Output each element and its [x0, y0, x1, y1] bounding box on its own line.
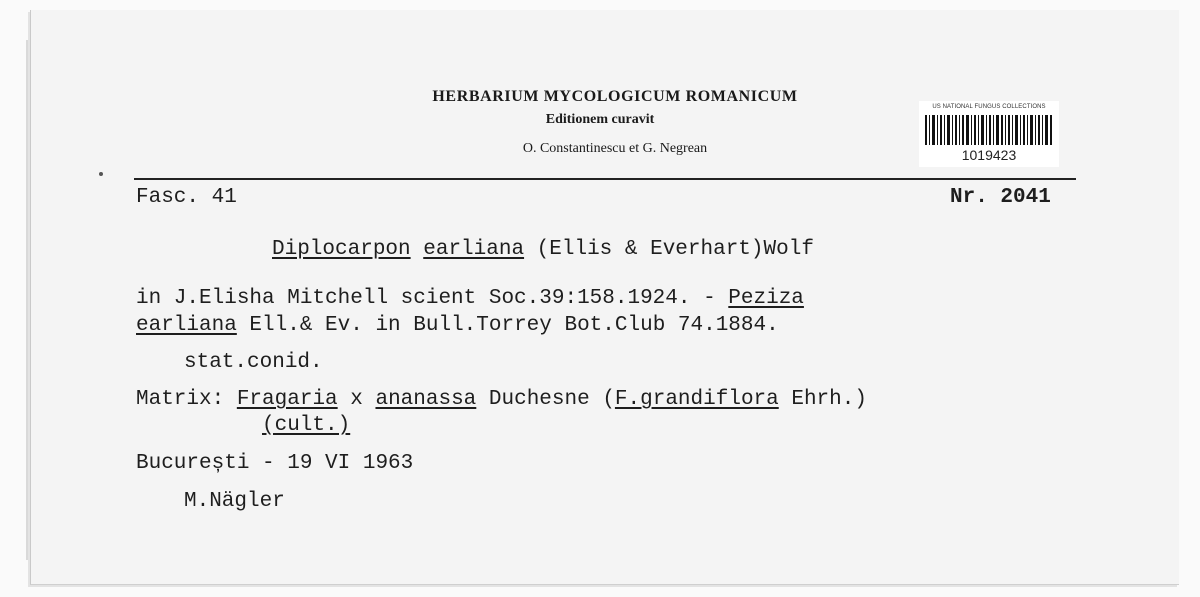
- cultivated-note: [262, 414, 350, 437]
- herbarium-title: HERBARIUM MYCOLOGICUM ROMANICUM: [432, 88, 798, 105]
- editionem-line: Editionem curavit: [545, 112, 655, 127]
- host-synonym: F.grandiflora: [614, 388, 779, 411]
- basionym-epithet: earliana: [136, 314, 237, 337]
- citation-line-1: [136, 287, 804, 310]
- barcode-institution-label: US NATIONAL FUNGUS COLLECTIONS: [932, 104, 1046, 110]
- host-epithet: ananassa: [375, 388, 477, 411]
- matrix-prefix: Matrix:: [136, 388, 237, 411]
- barcode-sticker: [919, 101, 1059, 167]
- citation-text: in J.Elisha Mitchell scient Soc.39:158.1924. -: [136, 287, 729, 310]
- hybrid-sign: x: [337, 388, 376, 411]
- citation-line-2: [136, 314, 779, 337]
- matrix-line: [136, 388, 867, 411]
- specimen-number: Nr. 2041: [950, 186, 1051, 209]
- barcode-number: 1019423: [961, 147, 1017, 163]
- species-authority: (Ellis & Everhart)Wolf: [536, 238, 814, 261]
- barcode-bars-icon: [919, 113, 1059, 147]
- host-genus: Fragaria: [236, 388, 338, 411]
- editors-line: O. Constantinescu et G. Negrean: [522, 141, 708, 156]
- basionym-genus: Peziza: [728, 287, 804, 310]
- locality-date: București - 19 VI 1963: [136, 452, 414, 475]
- ink-speck: [99, 172, 103, 176]
- state-note: stat.conid.: [184, 351, 323, 374]
- collector-name: M.Nägler: [184, 490, 285, 513]
- cultivated-text: (cult.): [262, 414, 351, 437]
- species-epithet: earliana: [423, 238, 525, 261]
- genus-name: Diplocarpon: [272, 238, 411, 261]
- header-divider: [134, 178, 1076, 180]
- fascicle-number: Fasc. 41: [136, 186, 237, 209]
- species-name-line: [272, 238, 814, 261]
- citation-rest: Ell.& Ev. in Bull.Torrey Bot.Club 74.1884.: [236, 314, 779, 337]
- host-author: Duchesne (: [476, 388, 615, 411]
- synonym-author: Ehrh.): [778, 388, 867, 411]
